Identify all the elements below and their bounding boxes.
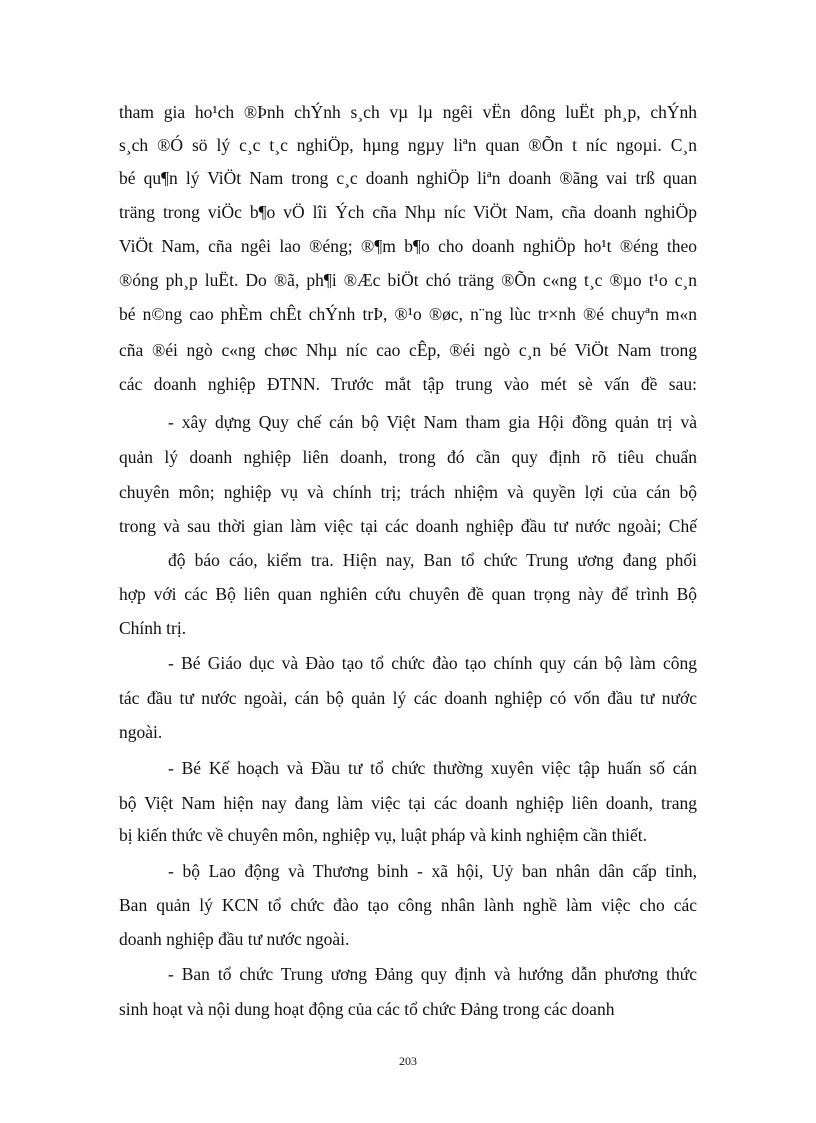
body-line-4: träng trong viÖc b¶o vÖ lîi Ých cña Nhµ níc ViÖt Nam, cña doanh nghiÖp: [119, 202, 697, 222]
body-line-10: - xây dựng Quy chế cán bộ Việt Nam tham gia Hội đồng quản trị và: [168, 412, 697, 432]
body-line-19: ngoài.: [119, 722, 163, 742]
body-line-20: - Bé Kế hoạch và Đầu tư tổ chức thường xuyên việc tập huấn số cán: [168, 758, 697, 778]
body-line-3: bé qu¶n lý ViÖt Nam trong c¸c doanh nghiÖp liªn doanh ®ãng vai trß quan: [119, 168, 697, 188]
body-line-15: hợp với các Bộ liên quan nghiên cứu chuyên đề quan trọng này để trình Bộ: [119, 584, 697, 604]
body-line-12: chuyên môn; nghiệp vụ và chính trị; trách nhiệm và quyền lợi của cán bộ: [119, 482, 697, 502]
body-line-23: - bộ Lao động và Thương binh - xã hội, Uỷ ban nhân dân cấp tỉnh,: [168, 861, 697, 881]
body-line-25: doanh nghiệp đầu tư nước ngoài.: [119, 929, 350, 949]
body-line-7: bé n©ng cao phÈm chÊt chÝnh trÞ, ®¹o ®øc, n¨ng lùc tr×nh ®é chuyªn m«n: [119, 304, 697, 324]
body-line-22: bị kiến thức về chuyên môn, nghiệp vụ, luật pháp và kinh nghiệm cần thiết.: [119, 825, 648, 845]
body-line-16: Chính trị.: [119, 618, 187, 638]
body-line-24: Ban quản lý KCN tổ chức đào tạo công nhân lành nghề làm việc cho các: [119, 895, 697, 915]
body-line-9: các doanh nghiệp ĐTNN. Trước mắt tập trung vào mét sè vấn đề sau:: [119, 374, 697, 394]
page-number: 203: [399, 1054, 417, 1068]
body-line-27: sinh hoạt và nội dung hoạt động của các tổ chức Đảng trong các doanh: [119, 999, 615, 1019]
body-line-5: ViÖt Nam, cña ngêi lao ®éng; ®¶m b¶o cho doanh nghiÖp ho¹t ®éng theo: [119, 236, 697, 256]
body-line-18: tác đầu tư nước ngoài, cán bộ quản lý các doanh nghiệp có vốn đầu tư nước: [119, 688, 697, 708]
body-line-8: cña ®éi ngò c«ng chøc Nhµ níc cao cÊp, ®éi ngò c¸n bé ViÖt Nam trong: [119, 340, 697, 360]
body-line-26: - Ban tổ chức Trung ương Đảng quy định và hướng dẫn phương thức: [168, 964, 697, 984]
body-line-13: trong và sau thời gian làm việc tại các doanh nghiệp đầu tư nước ngoài; Chế: [119, 516, 697, 536]
body-line-2: s¸ch ®Ó sö lý c¸c t¸c nghiÖp, hµng ngµy liªn quan ®Õn t níc ngoµi. C¸n: [119, 135, 697, 155]
body-line-11: quản lý doanh nghiệp liên doanh, trong đó cần quy định rõ tiêu chuẩn: [119, 447, 697, 467]
body-line-14: độ báo cáo, kiểm tra. Hiện nay, Ban tổ chức Trung ương đang phối: [168, 550, 697, 570]
body-line-21: bộ Việt Nam hiện nay đang làm việc tại các doanh nghiệp liên doanh, trang: [119, 793, 697, 813]
body-line-6: ®óng ph¸p luËt. Do ®ã, ph¶i ®Æc biÖt chó träng ®Õn c«ng t¸c ®µo t¹o c¸n: [119, 270, 697, 290]
body-line-1: tham gia ho¹ch ®Þnh chÝnh s¸ch vµ lµ ngêi vËn dông luËt ph¸p, chÝnh: [119, 102, 697, 122]
body-line-17: - Bé Giáo dục và Đào tạo tổ chức đào tạo chính quy cán bộ làm công: [168, 653, 697, 673]
